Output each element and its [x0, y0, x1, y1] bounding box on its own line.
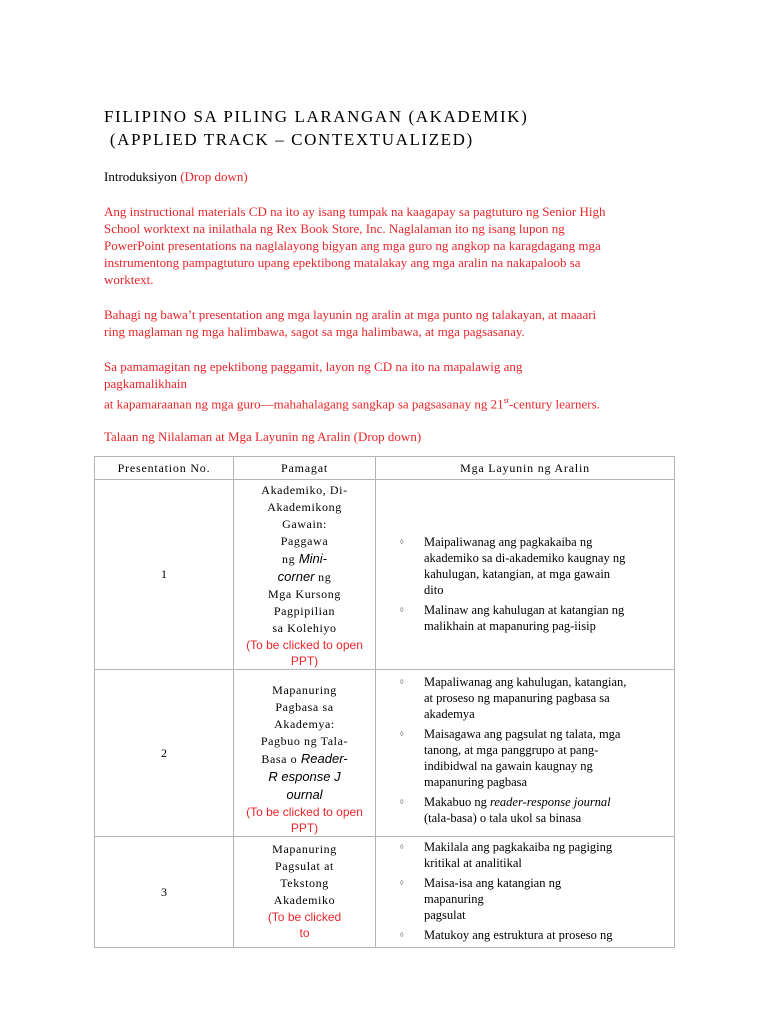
open-ppt-link[interactable]: (To be clicked to open PPT) [246, 805, 363, 835]
text-line: pagkamalikhain [104, 376, 188, 391]
lessons-table [94, 456, 675, 948]
document-title: FILIPINO SA PILING LARANGAN (AKADEMIK) [104, 107, 529, 126]
table-row [95, 670, 675, 837]
intro-paragraph-3 [104, 358, 600, 412]
toc-dropdown-link[interactable]: Talaan ng Nilalaman at Mga Layunin ng Aralin (Drop down) [104, 429, 422, 444]
pamagat-cell [234, 670, 376, 837]
bullet-icon: ◊ [400, 537, 404, 546]
pamagat-cell [234, 837, 376, 948]
layunin-cell [376, 837, 675, 948]
header-layunin: Mga Layunin ng Aralin [376, 457, 675, 480]
header-presentation-no: Presentation No. [95, 457, 234, 480]
goal-item: ◊ Maipaliwanag ang pagkakaiba ng akademiko sa di-akademiko kaugnay ng kahulugan, katangian, at mga gawain dito [400, 534, 626, 597]
text-line: Ang instructional materials CD na ito ay isang tumpak na kaagapay sa pagtuturo ng Senior High [104, 204, 606, 219]
goal-item: ◊ Maisagawa ang pagsulat ng talata, mga tanong, at mga panggrupo at pang- indibidwal na gawain kaugnay ng mapanuring pagbasa [400, 727, 621, 789]
bullet-icon: ◊ [400, 605, 404, 614]
text-line: Sa pamamagitan ng epektibong paggamit, layon ng CD na ito na mapalawig ang [104, 359, 523, 374]
table-row [95, 480, 675, 670]
goal-item: ◊ Malinaw ang kahulugan at katangian ng malikhain at mapanuring pag-iisip [400, 602, 625, 633]
lesson-title: Mapanuring Pagsulat at Tekstong Akademiko (To be clicked to [234, 837, 375, 941]
intro-label: Introduksiyon [104, 169, 177, 184]
text-line: ring maglaman ng mga halimbawa, sagot sa mga halimbawa, at mga pagsasanay. [104, 324, 525, 339]
layunin-cell [376, 480, 675, 670]
open-ppt-link[interactable]: (To be clicked to [267, 910, 342, 940]
header-pamagat: Pamagat [234, 457, 376, 480]
intro-dropdown-link[interactable]: (Drop down) [180, 169, 248, 184]
bullet-icon: ◊ [400, 843, 404, 851]
presentation-number: 1 [95, 480, 234, 670]
intro-paragraph-2 [104, 306, 596, 340]
goal-item: ◊ Makabuo ng reader-response journal (tala-basa) o tala ukol sa binasa [400, 795, 611, 825]
intro-heading [104, 168, 248, 185]
presentation-number: 2 [95, 670, 234, 837]
text-line: School worktext na inilathala ng Rex Book Store, Inc. Naglalaman ito ng isang lupon ng [104, 221, 565, 236]
text-line: at kapamaraanan ng mga guro—mahahalagang sangkap sa pagsasanay ng 21st-century learners. [104, 396, 600, 412]
document-subtitle: (APPLIED TRACK – CONTEXTUALIZED) [109, 130, 474, 149]
lesson-title: Mapanuring Pagbasa sa Akademya: Pagbuo ng Tala- Basa o Reader- R esponse J ournal (To be clicked to open PPT) [234, 670, 375, 836]
goal-item: ◊ Mapaliwanag ang kahulugan, katangian, at proseso ng mapanuring pagbasa sa akademya [400, 675, 627, 721]
pamagat-cell [234, 480, 376, 670]
goal-item: ◊ Maisa-isa ang katangian ng mapanuring pagsulat [400, 876, 562, 922]
goal-item: ◊ Makilala ang pagkakaiba ng pagiging kritikal at analitikal [400, 840, 613, 870]
intro-paragraph-1 [104, 203, 605, 288]
bullet-icon: ◊ [400, 879, 404, 887]
presentation-number: 3 [95, 837, 234, 948]
open-ppt-link[interactable]: (To be clicked to open PPT) [246, 638, 363, 668]
bullet-icon: ◊ [400, 730, 404, 738]
bullet-icon: ◊ [400, 798, 404, 806]
lesson-title: Akademiko, Di- Akademikong Gawain: Paggawa ng Mini- corner ng Mga Kursong Pagpipilian sa Kolehiyo (To be clicked to open PPT) [234, 480, 375, 669]
bullet-icon: ◊ [400, 678, 404, 686]
text-line: Bahagi ng bawa’t presentation ang mga layunin ng aralin at mga punto ng talakayan, at maaari [104, 307, 597, 322]
text-line: worktext. [104, 272, 154, 287]
layunin-cell [376, 670, 675, 837]
table-header-row [95, 457, 675, 480]
text-line: instrumentong pampagtuturo upang epektibong matalakay ang mga aralin na nakapaloob sa [104, 255, 581, 270]
goal-item: ◊ Matukoy ang estruktura at proseso ng [400, 928, 613, 942]
text-line: PowerPoint presentations na naglalayong bigyan ang mga guro ng angkop na karagdagang mga [104, 238, 601, 253]
table-row [95, 837, 675, 948]
bullet-icon: ◊ [400, 931, 404, 939]
